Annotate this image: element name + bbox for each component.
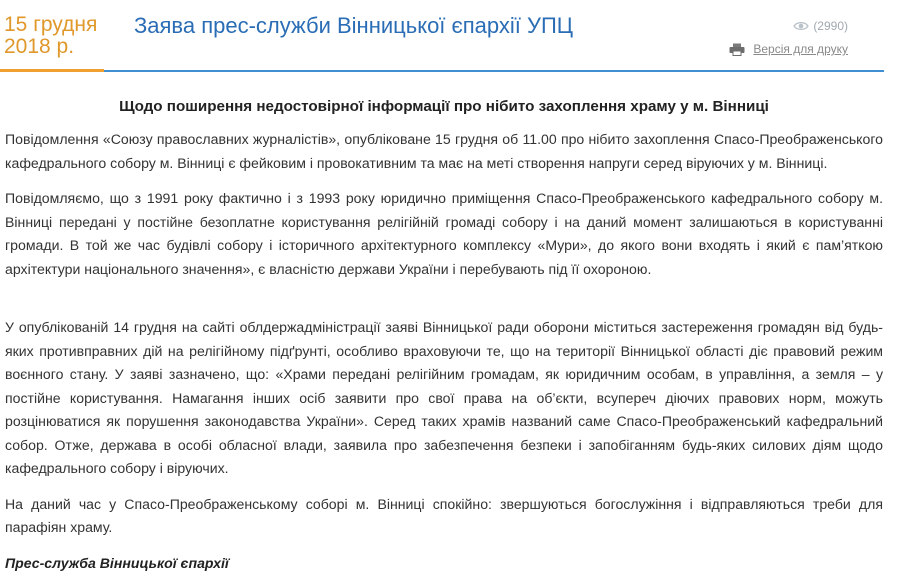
eye-icon <box>793 21 809 31</box>
article-paragraph-3: У опублікованій 14 грудня на сайті облдержадміністрації заяві Вінницької ради оборони міститься застереження громадян від будь-яких противправних дій на релігійному підґрунті, особливо враховуючи те, що на території Вінницької області діє правовий режим воєнного стану. У заяві зазначено, що: «Храми передані релігійним громадам, як юридичним особам, в управління, а земля – у постійне користування. Намагання інших осіб заявити про свої права на об’єкти, всупереч діючих правових норм, можуть розцінюватися як порушення законодавства України». Серед таких храмів названий саме Спасо-Преображенський кафедральний собор. Отже, держава в особі обласної влади, заявила про забезпечення безпеки і запобіганням будь-яких силових діям щодо кафедрального собору і віруючих. <box>5 316 883 481</box>
article-paragraph-4: На даний час у Спасо-Преображенському соборі м. Вінниці спокійно: звершуються богослужіння і відправляються треби для парафіян храму. <box>5 493 883 540</box>
date-underline-divider <box>0 69 104 72</box>
print-version-link[interactable] <box>729 42 848 56</box>
view-counter <box>793 19 848 33</box>
print-version-label[interactable]: Версія для друку <box>753 42 848 56</box>
publication-date <box>4 14 104 70</box>
article-signature: Прес-служба Вінницької єпархії <box>5 552 883 575</box>
printer-icon[interactable] <box>729 43 745 56</box>
article-subtitle: Щодо поширення недостовірної інформації про нібито захоплення храму у м. Вінниці <box>5 96 883 118</box>
date-day: 15 грудня <box>4 14 104 36</box>
view-count: (2990) <box>813 19 848 33</box>
article-title: Заява прес-служби Вінницької єпархії УПЦ <box>134 13 573 39</box>
date-year: 2018 р. <box>4 36 104 58</box>
article-header <box>0 0 884 73</box>
article-body <box>5 96 883 575</box>
header-divider <box>104 70 884 72</box>
article-paragraph-2: Повідомляємо, що з 1991 року фактично і з 1993 року юридично приміщення Спасо-Преображенського кафедрального собору м. Вінниці передані у постійне безоплатне користування релігійній громаді собору і на даний момент залишаються в користуванні громади. В той же час будівлі собору і історичного архітектурного комплексу «Мури», до якого вони входять і який є пам’яткою архітектури національного значення», є власністю держави України і перебувають під її охороною. <box>5 187 883 281</box>
article-paragraph-1: Повідомлення «Союзу православних журналістів», опубліковане 15 грудня об 11.00 про нібито захоплення Спасо-Преображенського кафедрального собору м. Вінниці є фейковим і провокативним та має на меті створення напруги серед віруючих у м. Вінниці. <box>5 128 883 175</box>
